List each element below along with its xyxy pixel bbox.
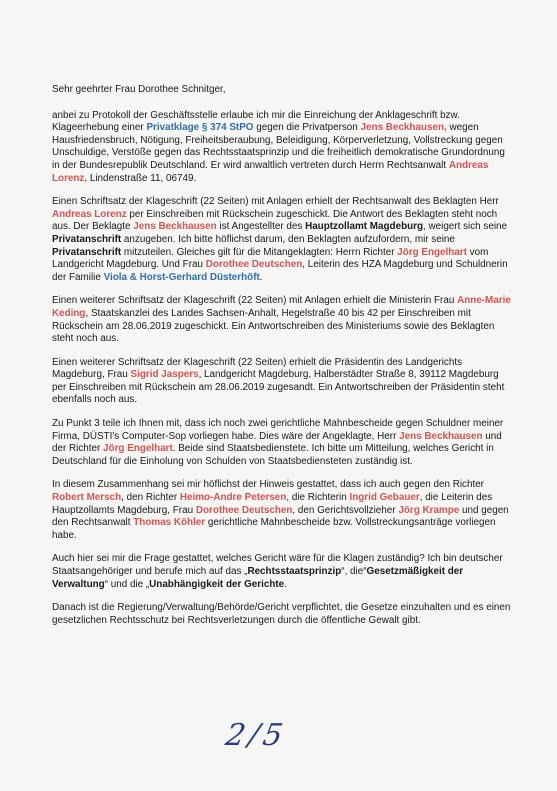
highlighted-name: Dorothee Deutschen: [205, 259, 303, 271]
text-segment: und der Richter: [52, 430, 502, 455]
text-segment: Einen weiterer Schriftsatz der Klageschrift (22 Seiten) mit Anlagen erhielt die Ministerin Frau: [52, 295, 458, 307]
text-segment: anbei zu Protokoll der Geschäftsstelle erlaube ich mir die Einreichung der Anklageschrift bzw. Klageerhebung einer: [52, 109, 460, 134]
text-segment: , Lindenstraße 11, 06749.: [84, 172, 197, 184]
highlighted-name: Jörg Engelhart: [397, 246, 467, 258]
text-segment: , weigert sich seine: [423, 221, 507, 233]
text-segment: .: [259, 271, 263, 283]
text-segment: gegen die Privatperson: [253, 122, 361, 134]
highlighted-term: Privatklage § 374 StPO: [146, 122, 254, 134]
text-segment: wegen Hausfriedensbruch, Nötigung, Freiheitsberaubung, Beleidigung, Körperverletzung, Vollstreckung gegen Unschuldige, Verstöße gegen das Rechtsstaatsprinzip und die freiheitlich demokratische Grundordnung in der Bundesrepublik Deutschland. Er wird anwaltlich vertreten durch Herrn Rechtsanwalt: [52, 122, 505, 171]
bold-term: Privatanschrift: [52, 233, 122, 245]
bold-term: Rechtsstaatsprinzip: [247, 566, 342, 577]
highlighted-name: Jens Beckhausen: [133, 221, 217, 233]
highlighted-name: Jörg Engelhart: [103, 443, 173, 455]
text-segment: , Landgericht Magdeburg, Halberstädter Straße 8, 39112 Magdeburg per Einschreiben mit Rückschein am 28.06.2019 zugesandt. Ein Antwortschreiben der Präsidentin steht ebenfalls noch aus.: [52, 369, 505, 406]
text-segment: ist Angestellter des: [216, 221, 306, 233]
highlighted-name: Jens Beckhausen,: [360, 122, 447, 134]
text-segment: , den Gerichtsvollzieher: [292, 504, 399, 516]
highlighted-name: Dorothee Deutschen: [195, 504, 293, 516]
text-segment: vom Landgericht Magdeburg. Und Frau: [52, 246, 489, 271]
text-segment: Einen Schriftsatz der Klageschrift (22 Seiten) mit Anlagen erhielt der Rechtsanwalt des Beklagten Herr: [52, 196, 499, 208]
salutation: Sehr geehrter Frau Dorothee Schnitger,: [52, 84, 226, 95]
body-paragraph: [52, 602, 513, 627]
text-segment: “, die“: [341, 566, 367, 577]
bold-term: Hauptzollamt Magdeburg: [305, 221, 424, 233]
body-paragraph: [52, 295, 513, 345]
handwritten-page-number: 2/5: [222, 718, 290, 753]
text-segment: , Leiterin des HZA Magdeburg und Schuldnerin der Familie: [52, 259, 508, 283]
text-segment: mitzuteilen. Gleiches gilt für die Mitangeklagten: Herrn Richter: [121, 246, 398, 258]
highlighted-name: Andreas Lorenz: [52, 208, 127, 220]
text-segment: anzugeben. Ich bitte höflichst darum, den Beklagten aufzufordern, mir seine: [121, 233, 455, 245]
highlighted-name: Sigrid Jaspers: [130, 369, 199, 381]
text-segment: .: [284, 578, 287, 590]
body-paragraph: [52, 479, 513, 542]
highlighted-name: Ingrid Gebauer: [349, 492, 420, 504]
text-segment: In diesem Zusammenhang sei mir höflichst der Hinweis gestattet, dass ich auch gegen den Richter: [52, 479, 484, 491]
body-paragraph: [52, 418, 513, 468]
highlighted-name: Andreas Lorenz: [52, 159, 489, 184]
highlighted-name: Anne-Marie Keding: [52, 295, 511, 319]
highlighted-name: Heimo-Andre Petersen: [179, 492, 287, 504]
highlighted-term: Viola & Horst-Gerhard Düsterhöft: [103, 271, 260, 283]
highlighted-name: Jörg Krampe: [398, 504, 460, 516]
text-segment: . Beide sind Staatsbedienstete. Ich bitte um Mitteilung, welches Gericht in Deutschland für die Einholung von Schulden von Staatsbediensteten zuständig ist.: [52, 443, 494, 467]
text-segment: Zu Punkt 3 teile ich Ihnen mit, dass ich noch zwei gerichtliche Mahnbescheide gegen Schuldner meiner Firma, DÜSTI's Computer-Sop vorliegen habe. Dies wäre der Angeklagte, Herr: [52, 418, 504, 442]
body-paragraph: [52, 553, 513, 591]
body-paragraph: [52, 110, 513, 186]
text-segment: , den Richter: [121, 492, 180, 504]
text-segment: , die Leiterin des Hauptzollamts Magdeburg, Frau: [52, 492, 493, 516]
highlighted-name: Thomas Köhler: [133, 517, 206, 529]
text-segment: Danach ist die Regierung/Verwaltung/Behörde/Gericht verpflichtet, die Gesetze einzuhalten und es einen gesetzlichen Rechtsschutz bei Rechtsverletzungen durch die öffentliche Gewalt gibt.: [52, 602, 511, 626]
text-segment: und gegen den Rechtsanwalt: [52, 504, 509, 529]
text-segment: Auch hier sei mir die Frage gestattet, welches Gericht wäre für die Klagen zuständig? Ich bin deutscher Staatsangehöriger und berufe mich auf das „: [52, 553, 503, 577]
body-paragraph: [52, 196, 513, 284]
bold-term: Unabhängigkeit der Gerichte: [149, 578, 285, 590]
text-segment: per Einschreiben mit Rückschein zugeschickt. Die Antwort des Beklagten steht noch aus. Der Beklagte: [52, 208, 498, 233]
body-paragraph: [52, 357, 513, 407]
bold-term: Gesetzmäßigkeit der Verwaltung: [52, 566, 464, 590]
bold-term: Privatanschrift: [52, 246, 122, 258]
highlighted-name: Jens Beckhausen: [399, 430, 483, 442]
text-segment: “ und die „: [104, 578, 150, 590]
text-segment: gerichtliche Mahnbescheide bzw. Vollstreckungsanträge vorliegen habe.: [52, 517, 496, 541]
letter-body: [52, 110, 513, 628]
text-segment: , Staatskanzlei des Landes Sachsen-Anhalt, Hegelstraße 40 bis 42 per Einschreiben mit Rückschein am 28.06.2019 zugeschickt. Ein Antwortschreiben des Ministeriums sowie des Beklagten steht noch aus.: [52, 307, 495, 345]
text-segment: Einen weiterer Schriftsatz der Klageschrift (22 Seiten) erhielt die Präsidentin des Landgerichts Magdeburg, Frau: [52, 356, 463, 381]
highlighted-name: Robert Mersch: [52, 492, 122, 504]
text-segment: , die Richterin: [286, 492, 350, 504]
